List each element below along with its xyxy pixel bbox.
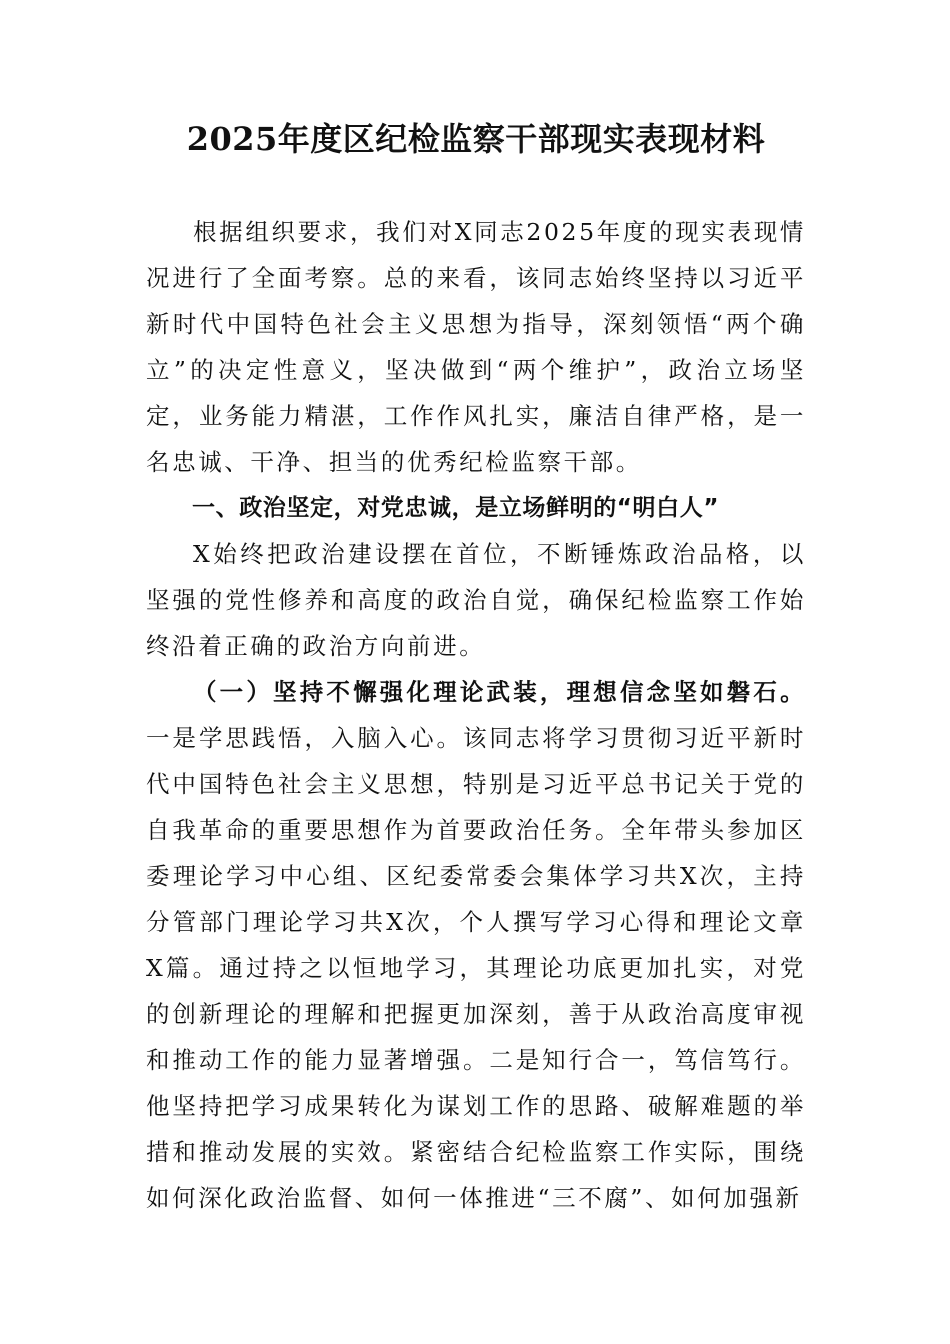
intro-paragraph: 根据组织要求，我们对X同志2025年度的现实表现情况进行了全面考察。总的来看，该同志始终坚持以习近平新时代中国特色社会主义思想为指导，深刻领悟“两个确立”的决定性意义，坚决做到“两个维护”，政治立场坚定，业务能力精湛，工作作风扎实，廉洁自律严格，是一名忠诚、干净、担当的优秀纪检监察干部。 bbox=[146, 218, 806, 476]
document-body bbox=[146, 115, 806, 1221]
section-paragraph: X始终把政治建设摆在首位，不断锤炼政治品格，以坚强的党性修养和高度的政治自觉，确保纪检监察工作始终沿着正确的政治方向前进。 bbox=[146, 540, 806, 660]
subsection-heading: （一）坚持不懈强化理论武装，理想信念坚如磐石。 bbox=[193, 678, 806, 706]
subsection-body: 一是学思践悟，入脑入心。该同志将学习贯彻习近平新时代中国特色社会主义思想，特别是习近平总书记关于党的自我革命的重要思想作为首要政治任务。全年带头参加区委理论学习中心组、区纪委常委会集体学习共X次，主持分管部门理论学习共X次，个人撰写学习心得和理论文章X篇。通过持之以恒地学习，其理论功底更加扎实，对党的创新理论的理解和把握更加深刻，善于从政治高度审视和推动工作的能力显著增强。二是知行合一，笃信笃行。他坚持把学习成果转化为谋划工作的思路、破解难题的举措和推动发展的实效。紧密结合纪检监察工作实际，围绕如何深化政治监督、如何一体推进“三不腐”、如何加强新 bbox=[146, 724, 806, 1212]
subsection-paragraph bbox=[146, 669, 806, 1221]
document-title: 2025年度区纪检监察干部现实表现材料 bbox=[186, 120, 766, 158]
section-heading: 一、政治坚定，对党忠诚，是立场鲜明的“明白人” bbox=[192, 495, 720, 521]
